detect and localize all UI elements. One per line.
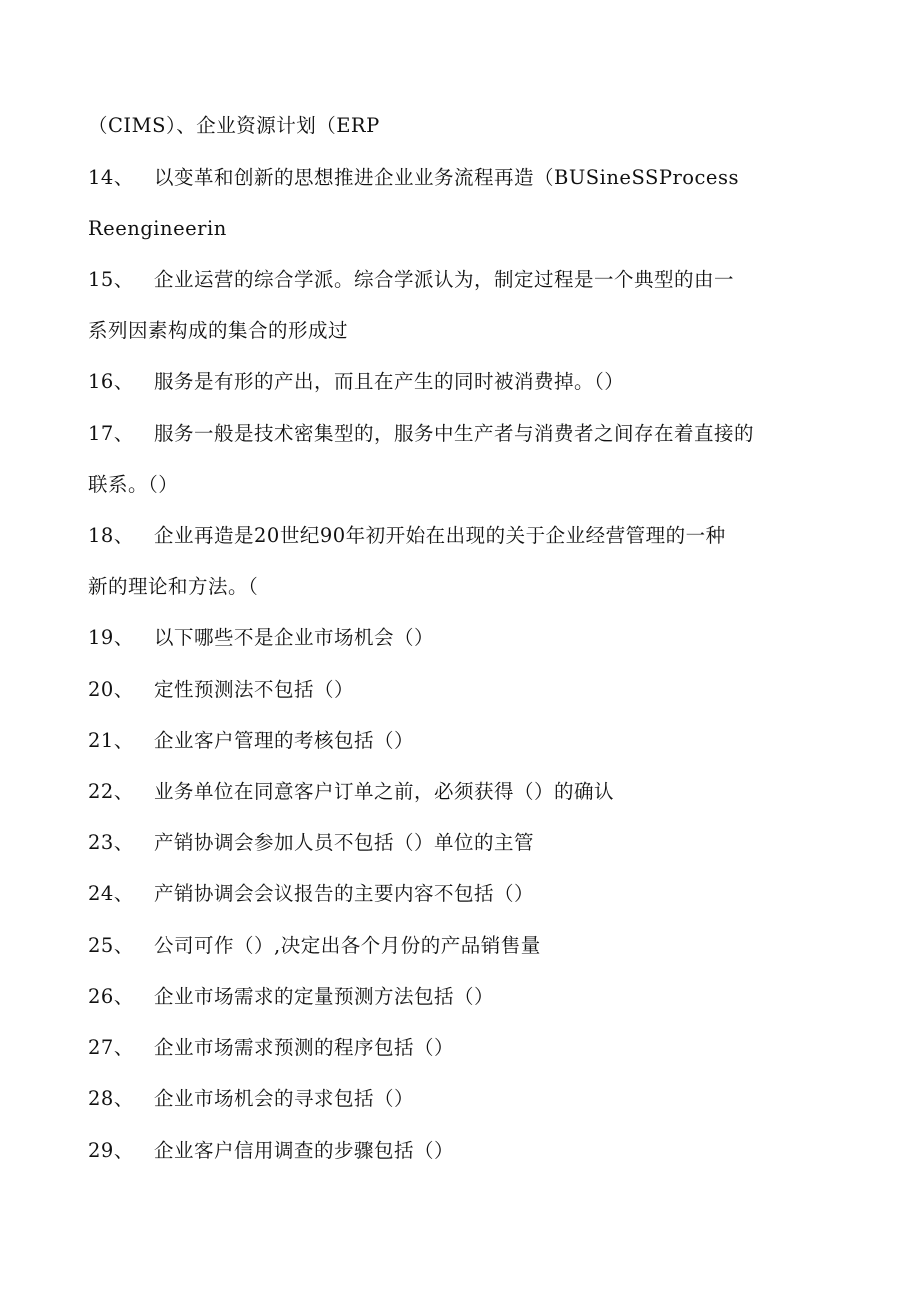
item-text: 企业客户信用调查的步骤包括（）: [154, 1139, 455, 1162]
list-item-continuation: [88, 316, 860, 346]
item-text: Reengineerin: [88, 217, 227, 240]
item-number: 16、: [88, 370, 134, 393]
item-text: 系列因素构成的集合的形成过: [88, 319, 349, 342]
list-item: [88, 879, 860, 909]
item-text: 企业客户管理的考核包括（）: [154, 729, 415, 752]
list-item: [88, 521, 860, 551]
list-item: [88, 777, 860, 807]
item-text: 企业再造是20世纪90年初开始在出现的关于企业经营管理的一种: [154, 524, 726, 547]
item-number: 28、: [88, 1087, 134, 1110]
list-item-continuation: [88, 470, 860, 500]
item-number: 27、: [88, 1036, 134, 1059]
item-text: 联系。（）: [88, 473, 179, 496]
list-item: [88, 623, 860, 653]
item-text: 新的理论和方法。（: [88, 575, 259, 598]
item-text: 服务是有形的产出，而且在产生的同时被消费掉。（）: [154, 370, 625, 393]
intro-text: （CIMS）、企业资源计划（ERP: [88, 114, 380, 137]
list-item: [88, 367, 860, 397]
item-number: 23、: [88, 831, 134, 854]
item-text: 公司可作（）,决定出各个月份的产品销售量: [154, 934, 541, 957]
list-item: [88, 1033, 860, 1063]
list-item: [88, 1084, 860, 1114]
item-number: 24、: [88, 882, 134, 905]
item-text: 企业运营的综合学派。综合学派认为，制定过程是一个典型的由一: [154, 268, 735, 291]
list-item: [88, 675, 860, 705]
item-text: 业务单位在同意客户订单之前，必须获得（）的确认: [154, 780, 615, 803]
item-number: 29、: [88, 1139, 134, 1162]
list-item-continuation: [88, 572, 860, 602]
item-text: 企业市场需求预测的程序包括（）: [154, 1036, 455, 1059]
item-number: 20、: [88, 678, 134, 701]
item-number: 18、: [88, 524, 134, 547]
item-text: 产销协调会会议报告的主要内容不包括（）: [154, 882, 535, 905]
item-text: 企业市场需求的定量预测方法包括（）: [154, 985, 495, 1008]
list-item: [88, 828, 860, 858]
list-item: [88, 982, 860, 1012]
item-number: 14、: [88, 166, 134, 189]
list-item: [88, 1136, 860, 1166]
item-number: 22、: [88, 780, 134, 803]
item-text: 以变革和创新的思想推进企业业务流程再造（BUSineSSProcess: [154, 166, 739, 189]
item-number: 26、: [88, 985, 134, 1008]
list-item: [88, 726, 860, 756]
item-text: 以下哪些不是企业市场机会（）: [154, 626, 435, 649]
item-text: 服务一般是技术密集型的，服务中生产者与消费者之间存在着直接的: [154, 422, 755, 445]
item-number: 15、: [88, 268, 134, 291]
item-number: 19、: [88, 626, 134, 649]
list-item: [88, 931, 860, 961]
item-number: 25、: [88, 934, 134, 957]
item-text: 定性预测法不包括（）: [154, 678, 355, 701]
list-item: [88, 265, 860, 295]
item-text: 企业市场机会的寻求包括（）: [154, 1087, 415, 1110]
list-item-continuation: [88, 214, 860, 244]
item-number: 21、: [88, 729, 134, 752]
item-text: 产销协调会参加人员不包括（）单位的主管: [154, 831, 535, 854]
intro-line: [88, 111, 860, 141]
list-item: [88, 419, 860, 449]
item-number: 17、: [88, 422, 134, 445]
list-item: [88, 163, 860, 193]
